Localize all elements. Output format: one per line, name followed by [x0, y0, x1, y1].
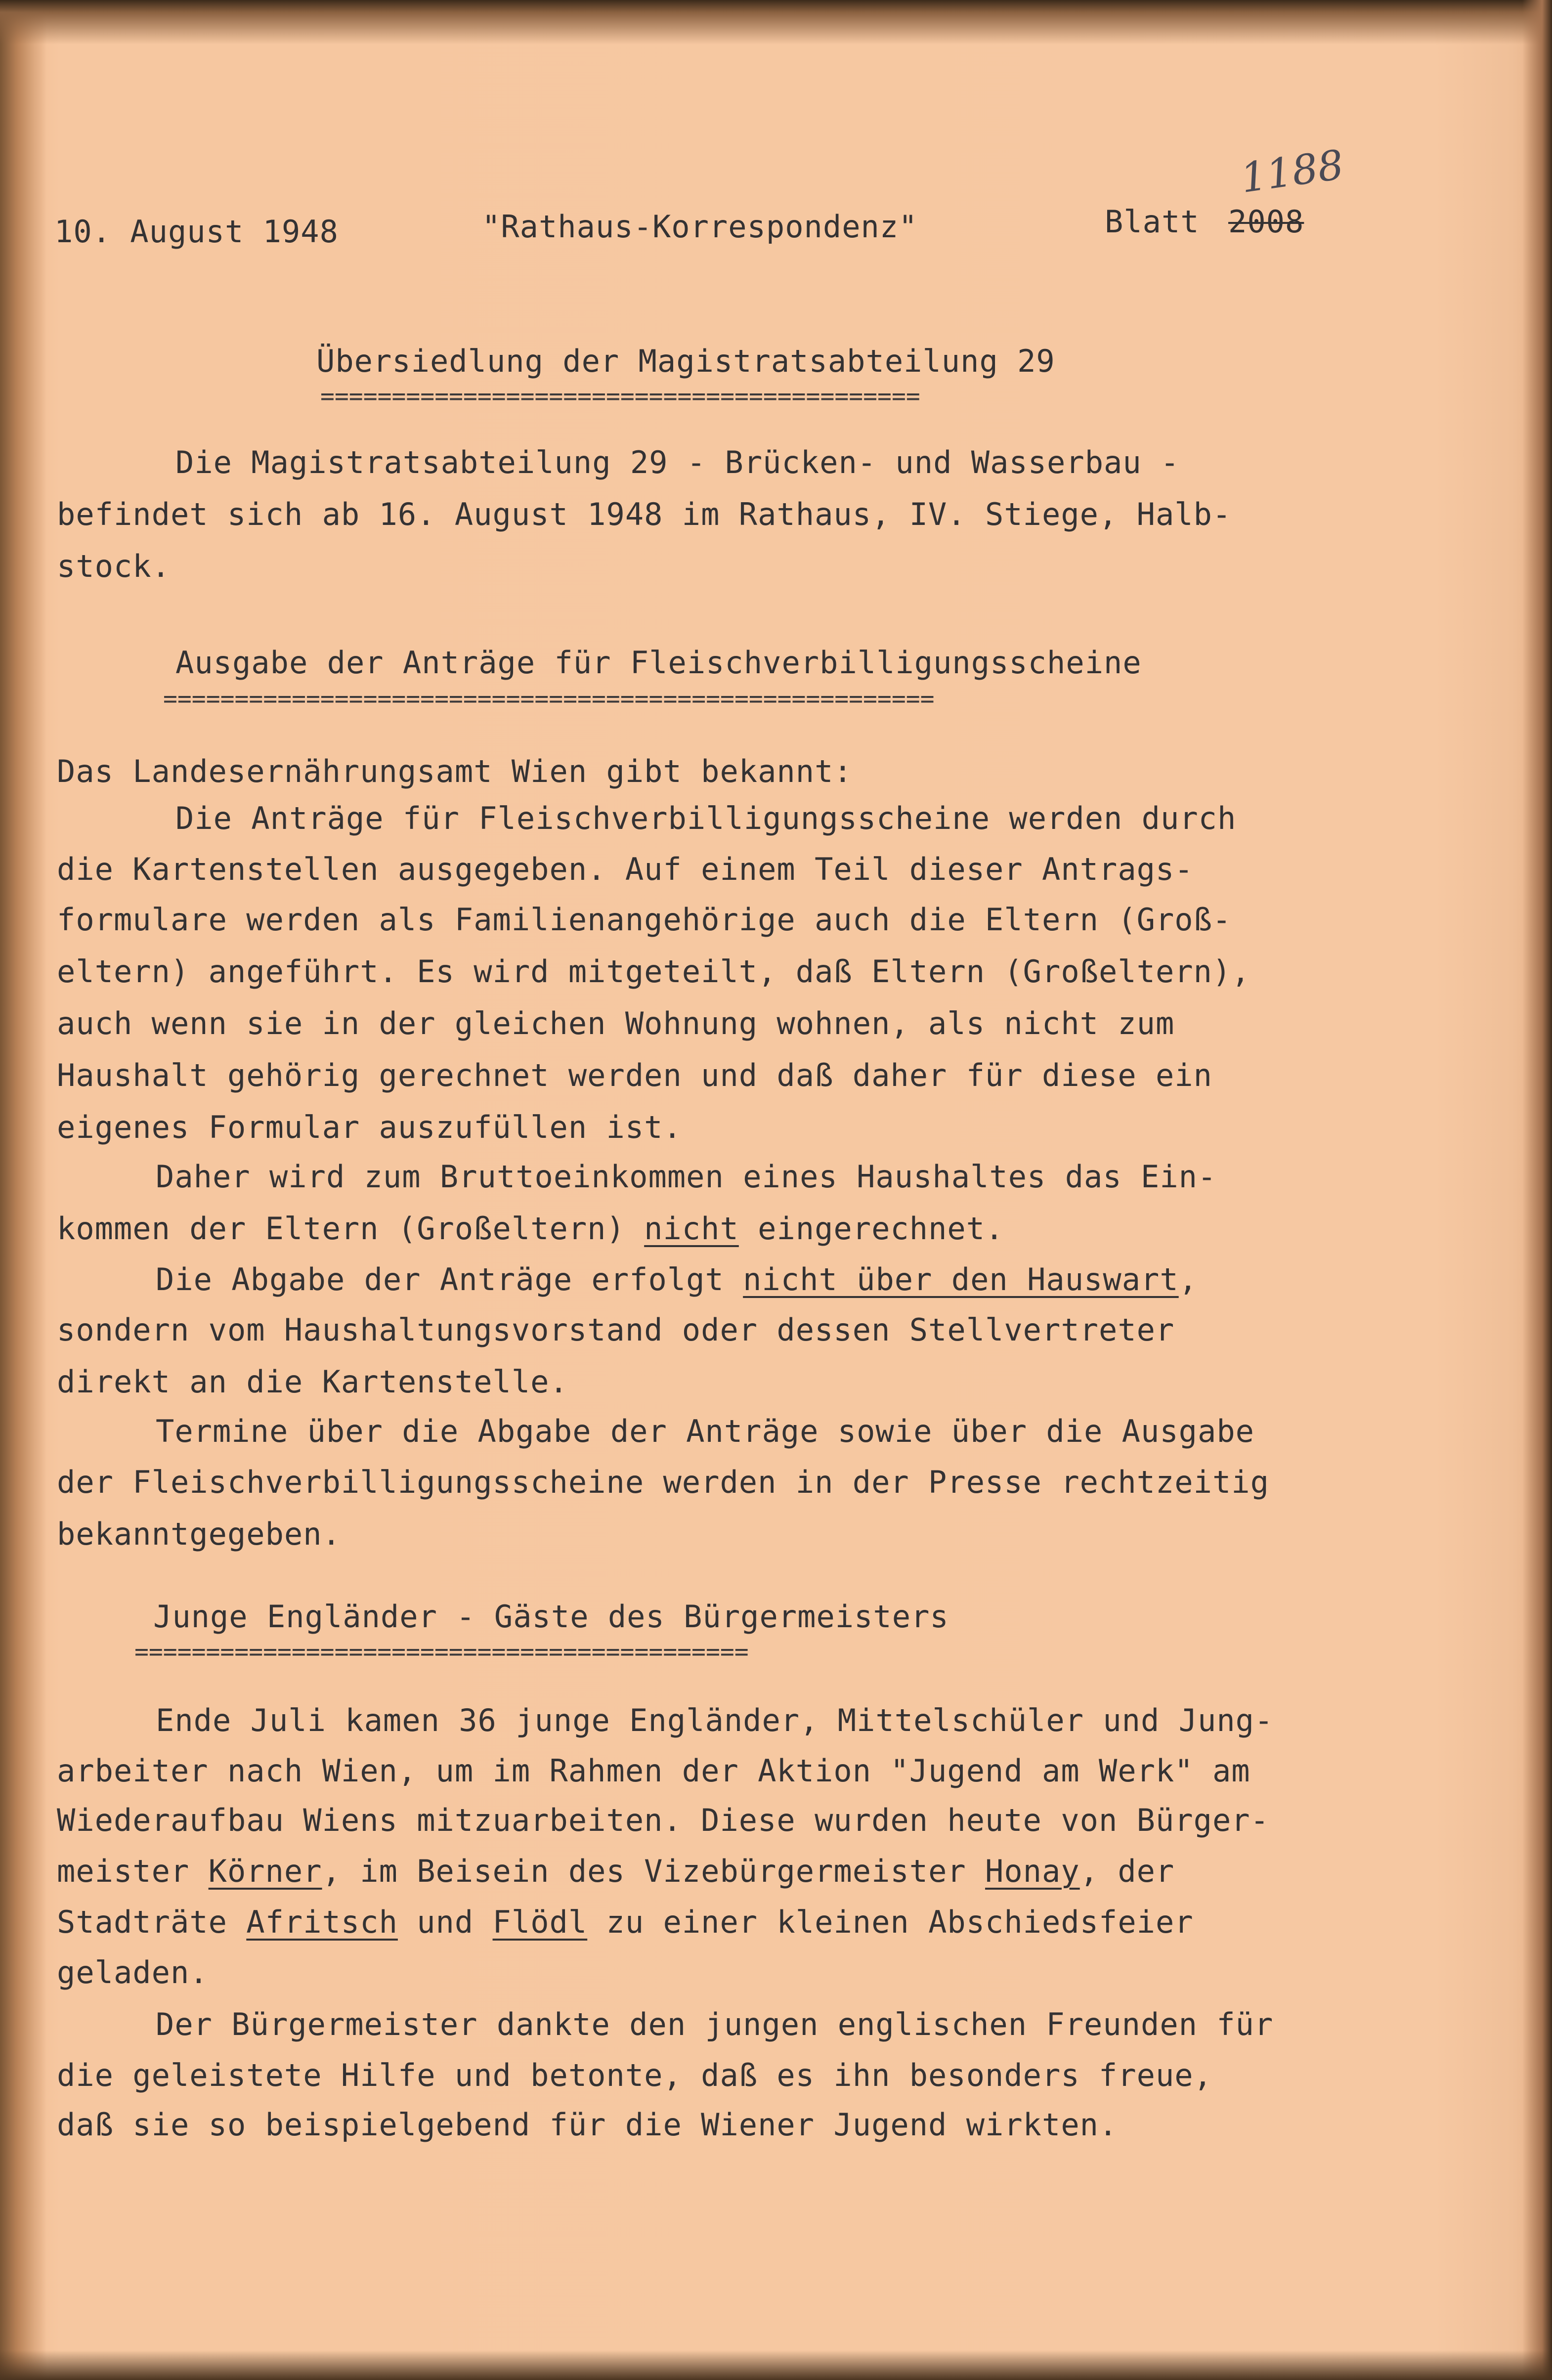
paragraph-line: befindet sich ab 16. August 1948 im Rathaus, IV. Stiege, Halb-: [57, 496, 1232, 532]
heading-rule: ==========================================: [320, 383, 920, 410]
paragraph-line: Der Bürgermeister dankte den jungen englischen Freunden für: [156, 2006, 1274, 2042]
text-run: Stadträte: [57, 1904, 247, 1940]
header-date: 10. August 1948: [54, 214, 339, 250]
paragraph-line: geladen.: [57, 1954, 209, 1991]
section-heading: Junge Engländer - Gäste des Bürgermeisters: [153, 1599, 949, 1635]
text-run: eingerechnet.: [738, 1211, 1004, 1247]
paragraph-line: [156, 1261, 1198, 1298]
paragraph-line: die geleistete Hilfe und betonte, daß es ihn besonders freue,: [57, 2057, 1212, 2093]
paragraph-line: Das Landesernährungsamt Wien gibt bekannt:: [57, 753, 853, 789]
paragraph-line: auch wenn sie in der gleichen Wohnung wohnen, als nicht zum: [57, 1005, 1175, 1041]
paragraph-line: [57, 1211, 1004, 1247]
paragraph-line: die Kartenstellen ausgegeben. Auf einem Teil dieser Antrags-: [57, 851, 1194, 887]
paragraph-line: daß sie so beispielgebend für die Wiener Jugend wirkten.: [57, 2107, 1118, 2143]
section-heading: Ausgabe der Anträge für Fleischverbilligungsscheine: [175, 645, 1142, 681]
text-run: ,: [1178, 1261, 1198, 1298]
paragraph-line: formulare werden als Familienangehörige auch die Eltern (Groß-: [57, 902, 1232, 938]
text-run: und: [397, 1904, 493, 1940]
paragraph-line: eigenes Formular auszufüllen ist.: [57, 1109, 682, 1145]
page-binding-shadow: [0, 0, 47, 2380]
header-sheet-label: Blatt: [1105, 204, 1200, 240]
paragraph-line: direkt an die Kartenstelle.: [57, 1364, 568, 1400]
paragraph-line: Die Anträge für Fleischverbilligungsscheine werden durch: [175, 800, 1237, 836]
header-publication: "Rathaus-Korrespondenz": [482, 209, 918, 245]
text-run: , der: [1079, 1853, 1175, 1889]
text-run: zu einer kleinen Abschiedsfeier: [587, 1904, 1194, 1940]
underlined-emphasis: nicht: [644, 1211, 739, 1247]
section-heading: Übersiedlung der Magistratsabteilung 29: [316, 343, 1055, 379]
paragraph-line: stock.: [57, 548, 171, 584]
underlined-name: Afritsch: [246, 1904, 398, 1940]
paragraph-line: der Fleischverbilligungsscheine werden in der Presse rechtzeitig: [57, 1464, 1269, 1500]
text-run: kommen der Eltern (Großeltern): [57, 1211, 645, 1247]
text-run: , im Beisein des Vizebürgermeister: [322, 1853, 986, 1889]
paragraph-line: Termine über die Abgabe der Anträge sowie über die Ausgabe: [156, 1413, 1254, 1449]
handwritten-sheet-number: 1188: [1238, 141, 1347, 203]
paragraph-line: Die Magistratsabteilung 29 - Brücken- und Wasserbau -: [175, 444, 1180, 480]
paragraph-line: Ende Juli kamen 36 junge Engländer, Mittelschüler und Jung-: [156, 1702, 1274, 1738]
page-right-edge: [1522, 0, 1552, 2380]
underlined-name: Honay: [985, 1853, 1080, 1889]
page-bottom-edge: [0, 2350, 1552, 2380]
underlined-name: Flödl: [492, 1904, 588, 1940]
paragraph-line: sondern vom Haushaltungsvorstand oder dessen Stellvertreter: [57, 1312, 1175, 1348]
heading-rule: ===========================================: [134, 1638, 749, 1666]
text-run: meister: [57, 1853, 209, 1889]
text-run: Die Abgabe der Anträge erfolgt: [156, 1261, 743, 1298]
heading-rule: ======================================================: [163, 685, 935, 713]
header-sheet-old-number: 2008: [1228, 204, 1304, 240]
paragraph-line: arbeiter nach Wien, um im Rahmen der Aktion "Jugend am Werk" am: [57, 1753, 1250, 1789]
underlined-name: Körner: [208, 1853, 322, 1889]
paragraph-line: [57, 1853, 1175, 1889]
paragraph-line: bekanntgegeben.: [57, 1516, 341, 1552]
paragraph-line: Wiederaufbau Wiens mitzuarbeiten. Diese wurden heute von Bürger-: [57, 1802, 1269, 1838]
paragraph-line: eltern) angeführt. Es wird mitgeteilt, daß Eltern (Großeltern),: [57, 953, 1250, 990]
page-top-edge: [0, 0, 1552, 44]
underlined-emphasis: nicht über den Hauswart: [743, 1261, 1179, 1298]
paragraph-line: [57, 1904, 1194, 1940]
paragraph-line: Daher wird zum Bruttoeinkommen eines Haushaltes das Ein-: [156, 1159, 1217, 1195]
paragraph-line: Haushalt gehörig gerechnet werden und daß daher für diese ein: [57, 1057, 1212, 1093]
